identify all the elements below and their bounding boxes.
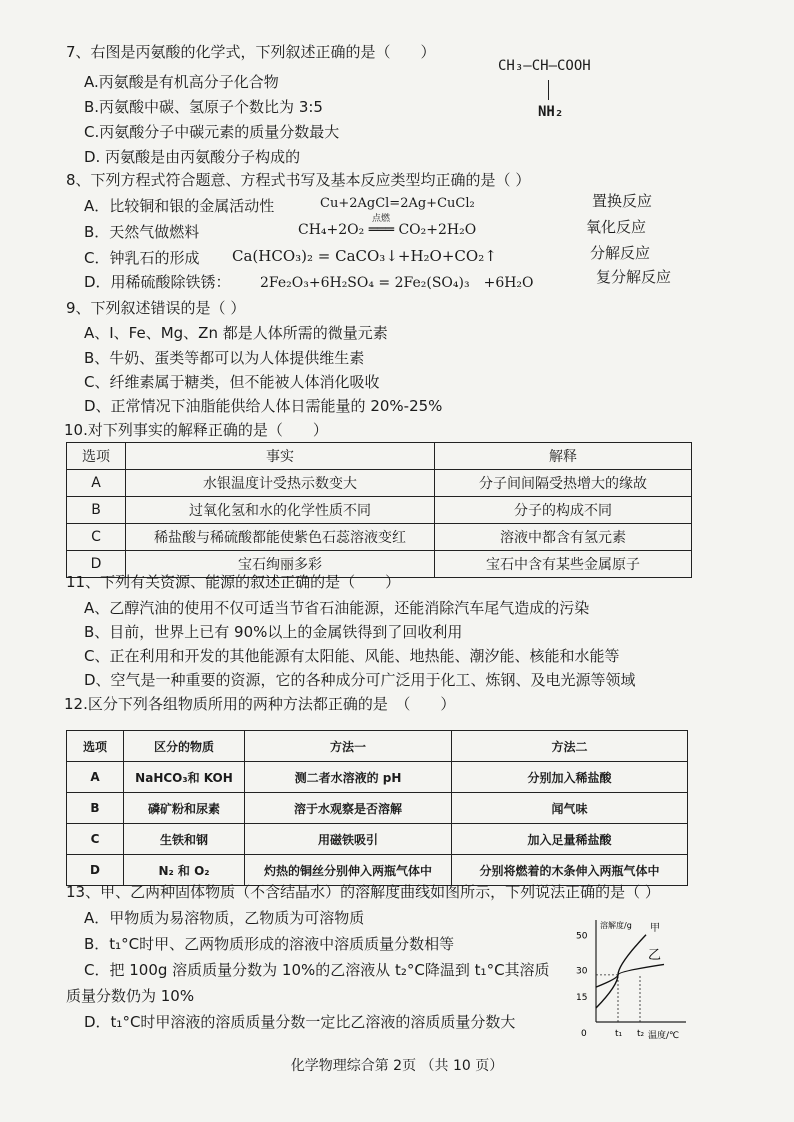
q13-stem: 13、甲、乙两种固体物质（不含结晶水）的溶解度曲线如图所示，下列说法正确的是（ ） [66,883,660,901]
page-footer: 化学物理综合第 2页 （共 10 页） [290,1058,504,1074]
q10-header: 事实 [126,443,435,470]
q8-option-a-type: 置换反应 [592,192,653,210]
q7-option-d: D. 丙氨酸是由丙氨酸分子构成的 [84,148,301,166]
q12-cell: 闻气味 [452,793,688,824]
q8-option-c-type: 分解反应 [590,244,651,262]
solubility-chart [560,918,692,1040]
x-tick-label: t₁ [615,1029,623,1039]
q13-option-d: D．t₁°C时甲溶液的溶质质量分数一定比乙溶液的溶质质量分数大 [84,1013,516,1031]
q7-option-a: A.丙氨酸是有机高分子化合物 [84,73,279,91]
q10-cell: 宝石中含有某些金属原子 [435,551,692,578]
x-axis-label: 温度/℃ [648,1031,680,1040]
q13-option-c: C．把 100g 溶质质量分数为 10%的乙溶液从 t₂°C降温到 t₁°C其溶质 [84,961,550,979]
table-row [67,762,688,793]
q11-option-a: A、乙醇汽油的使用不仅可适当节省石油能源，还能消除汽车尾气造成的污染 [84,599,590,617]
series-label: 乙 [648,948,662,964]
q8-option-b-eq: CH₄+2O₂ ═══ CO₂+2H₂O [298,222,477,238]
q13-option-c-cont: 质量分数仍为 10% [66,987,195,1005]
table-row [67,793,688,824]
q12-cell: 磷矿粉和尿素 [124,793,245,824]
q12-cell: NaHCO₃和 KOH [124,762,245,793]
q11-stem: 11、下列有关资源、能源的叙述正确的是（ ） [66,573,401,591]
y-tick-label: 15 [576,992,588,1003]
q10-cell: 水银温度计受热示数变大 [126,470,435,497]
q10-cell: 溶液中都含有氢元素 [435,524,692,551]
q8-option-b-label: B．天然气做燃料 [84,223,200,241]
q12-cell: N₂ 和 O₂ [124,855,245,886]
q10-header: 选项 [67,443,126,470]
q8-option-a-label: A．比较铜和银的金属活动性 [84,197,275,215]
q12-cell: 溶于水观察是否溶解 [245,793,452,824]
table-row [67,497,692,524]
q13-option-b: B．t₁°C时甲、乙两物质形成的溶液中溶质质量分数相等 [84,935,455,953]
q12-cell: D [67,855,124,886]
q10-table [66,442,692,578]
y-tick-label: 50 [576,931,588,942]
q12-cell: B [67,793,124,824]
q12-cell: 分别将燃着的木条伸入两瓶气体中 [452,855,688,886]
q8-option-d-label: D．用稀硫酸除铁锈： [84,273,231,291]
q8-option-c-eq: Ca(HCO₃)₂ = CaCO₃↓+H₂O+CO₂↑ [232,247,497,265]
q10-cell: 分子间间隔受热增大的缘故 [435,470,692,497]
q9-stem: 9、下列叙述错误的是（ ） [66,299,246,317]
q12-cell: 灼热的铜丝分别伸入两瓶气体中 [245,855,452,886]
table-row [67,824,688,855]
q11-option-b: B、目前，世界上已有 90%以上的金属铁得到了回收利用 [84,623,463,641]
q10-cell: 分子的构成不同 [435,497,692,524]
q10-cell: D [67,551,126,578]
q12-table [66,730,688,886]
alanine-formula-main: CH₃—CH—COOH [498,58,591,74]
q13-option-a: A．甲物质为易溶物质，乙物质为可溶物质 [84,909,365,927]
q12-cell: C [67,824,124,855]
q12-header: 方法一 [245,731,452,762]
y-axis-label: 溶解度/g [600,921,632,930]
q8-option-b-type: 氧化反应 [586,218,647,236]
series-甲-line [596,935,646,1008]
q10-cell: 稀盐酸与稀硫酸都能使紫色石蕊溶液变红 [126,524,435,551]
q7-option-c: C.丙氨酸分子中碳元素的质量分数最大 [84,123,340,141]
x-tick-label: 0 [581,1029,587,1039]
q9-option-c: C、纤维素属于糖类，但不能被人体消化吸收 [84,373,380,391]
q12-cell: 生铁和钢 [124,824,245,855]
q12-header: 方法二 [452,731,688,762]
y-tick-label: 30 [576,966,588,977]
q12-cell: 分别加入稀盐酸 [452,762,688,793]
x-tick-label: t₂ [637,1029,645,1039]
q10-cell: 宝石绚丽多彩 [126,551,435,578]
q8-stem: 8、下列方程式符合题意、方程式书写及基本反应类型均正确的是（ ） [66,171,531,189]
q12-cell: A [67,762,124,793]
q10-cell: B [67,497,126,524]
q8-option-d-type: 复分解反应 [596,268,672,286]
q12-header: 选项 [67,731,124,762]
q12-header: 区分的物质 [124,731,245,762]
q10-header: 解释 [435,443,692,470]
series-乙-line [596,964,664,987]
q8-option-b-cond: 点燃 [372,214,391,224]
q10-cell: 过氧化氢和水的化学性质不同 [126,497,435,524]
series-label: 甲 [650,923,660,935]
q11-option-c: C、正在利用和开发的其他能源有太阳能、风能、地热能、潮汐能、核能和水能等 [84,647,620,665]
q10-stem: 10.对下列事实的解释正确的是（ ） [64,421,328,439]
q8-option-a-eq: Cu+2AgCl=2Ag+CuCl₂ [320,196,475,211]
table-row [67,470,692,497]
q10-cell: C [67,524,126,551]
bond-line [548,80,549,100]
q12-cell: 测二者水溶液的 pH [245,762,452,793]
q12-cell: 加入足量稀盐酸 [452,824,688,855]
q12-stem: 12.区分下列各组物质所用的两种方法都正确的是 （ ） [64,695,456,713]
q12-cell: 用磁铁吸引 [245,824,452,855]
alanine-formula-nh2: NH₂ [538,104,564,120]
q7-option-b: B.丙氨酸中碳、氢原子个数比为 3:5 [84,98,323,116]
q7-stem: 7、右图是丙氨酸的化学式，下列叙述正确的是（ ） [66,43,436,61]
q8-option-c-label: C．钟乳石的形成 [84,249,200,267]
q10-cell: A [67,470,126,497]
q11-option-d: D、空气是一种重要的资源，它的各种成分可广泛用于化工、炼钢、及电光源等领域 [84,671,636,689]
q9-option-b: B、牛奶、蛋类等都可以为人体提供维生素 [84,349,365,367]
q9-option-d: D、正常情况下油脂能供给人体日需能量的 20%-25% [84,397,443,415]
table-row [67,524,692,551]
q9-option-a: A、I、Fe、Mg、Zn 都是人体所需的微量元素 [84,324,388,342]
table-row [67,855,688,886]
q8-option-d-eq: 2Fe₂O₃+6H₂SO₄ = 2Fe₂(SO₄)₃ +6H₂O [260,275,534,291]
